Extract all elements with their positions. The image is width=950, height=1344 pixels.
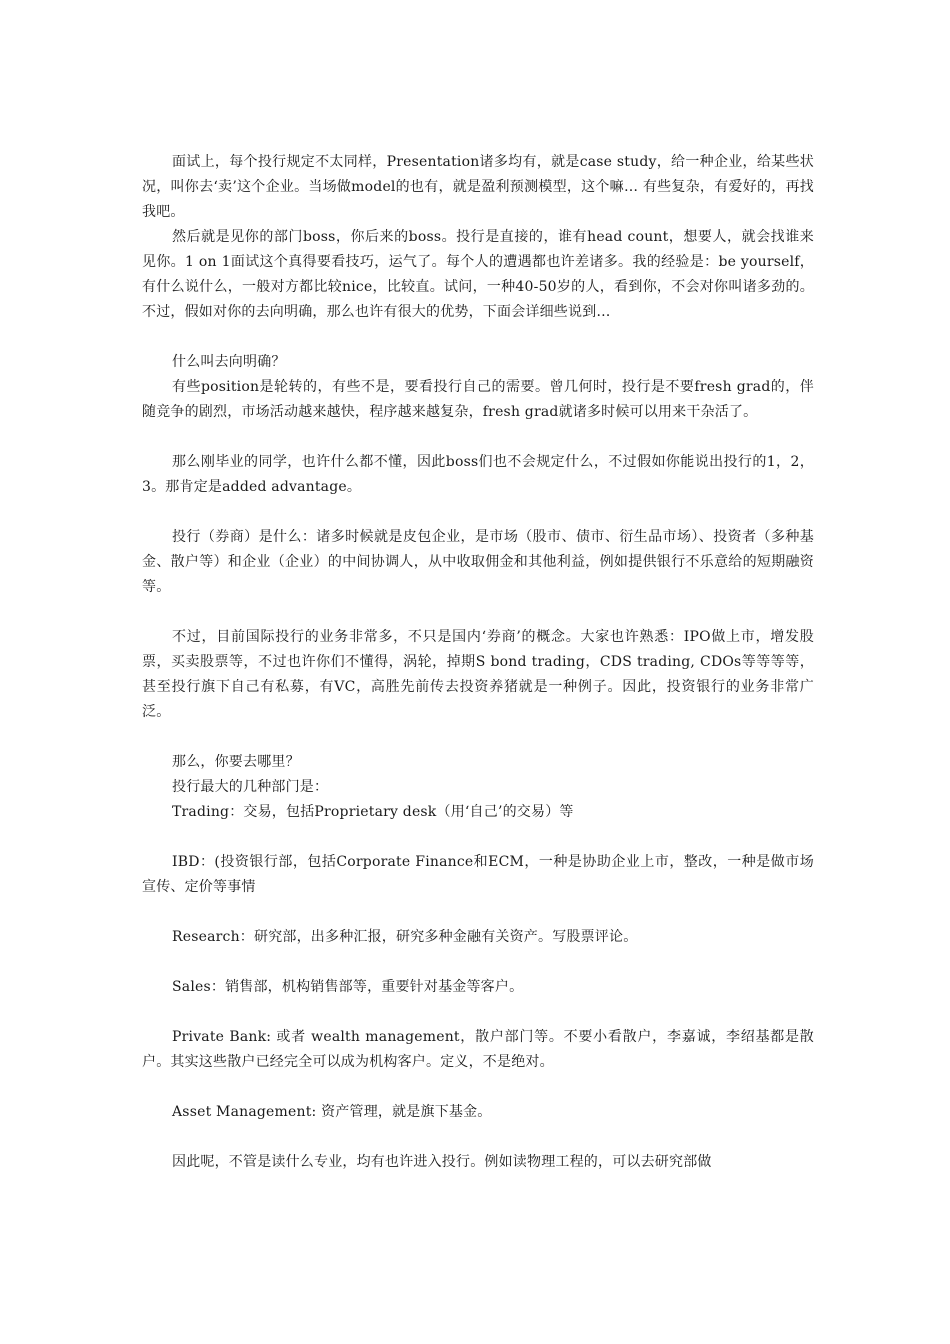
paragraph-10: Trading：交易，包括Proprietary desk（用‘自己’的交易）等 — [172, 804, 574, 820]
blank-line — [142, 500, 814, 525]
document-body — [142, 150, 814, 1175]
blank-line — [142, 900, 814, 925]
blank-line — [142, 425, 814, 450]
paragraph-13: Sales：销售部，机构销售部等，重要针对基金等客户。 — [172, 979, 524, 995]
paragraph-15: Asset Management: 资产管理，就是旗下基金。 — [172, 1104, 492, 1120]
blank-line — [142, 325, 814, 350]
paragraph-12: Research：研究部，出多种汇报，研究多种金融有关资产。写股票评论。 — [172, 929, 638, 945]
paragraph-5: 那么刚毕业的同学，也许什么都不懂，因此boss们也不会规定什么，不过假如你能说出投行的1，2，3。那肯定是added advantage。 — [142, 454, 814, 495]
blank-line — [142, 1075, 814, 1100]
paragraph-3: 什么叫去向明确？ — [172, 354, 286, 370]
paragraph-11: IBD：(投资银行部，包括Corporate Finance和ECM，一种是协助企业上市，整改，一种是做市场宣传、定价等事情 — [142, 854, 814, 895]
blank-line — [142, 600, 814, 625]
blank-line — [142, 1000, 814, 1025]
paragraph-7: 不过，目前国际投行的业务非常多，不只是国内‘券商’的概念。大家也许熟悉：IPO做上市，增发股票，买卖股票等，不过也许你们不懂得，涡轮，掉期S bond trading，CDS trading, CDOs等等等等，甚至投行旗下自己有私募，有VC，高胜先前传去投资养猪就是一种例子。因此，投资银行的业务非常广泛。 — [142, 629, 814, 720]
paragraph-1: 面试上，每个投行规定不太同样，Presentation诸多均有，就是case study，给一种企业，给某些状况，叫你去‘卖’这个企业。当场做model的也有，就是盈利预测模型，这个嘛… 有些复杂，有爱好的，再找我吧。 — [142, 154, 814, 220]
blank-line — [142, 1125, 814, 1150]
paragraph-2: 然后就是见你的部门boss，你后来的boss。投行是直接的，谁有head count，想要人，就会找谁来见你。1 on 1面试这个真得要看技巧，运气了。每个人的遭遇都也许差诸多。我的经验是：be yourself，有什么说什么，一般对方都比较nice，比较直。试问，一种40-50岁的人，看到你，不会对你叫诸多劲的。不过，假如对你的去向明确，那么也许有很大的优势，下面会详细些说到… — [142, 229, 814, 320]
paragraph-4: 有些position是轮转的，有些不是，要看投行自己的需要。曾几何时，投行是不要fresh grad的，伴随竞争的剧烈，市场活动越来越快，程序越来越复杂，fresh grad就诸多时候可以用来干杂活了。 — [142, 379, 814, 420]
paragraph-8: 那么，你要去哪里？ — [172, 754, 300, 770]
blank-line — [142, 725, 814, 750]
paragraph-6: 投行（券商）是什么：诸多时候就是皮包企业，是市场（股市、债市、衍生品市场）、投资者（多种基金、散户等）和企业（企业）的中间协调人，从中收取佣金和其他利益，例如提供银行不乐意给的短期融资等。 — [142, 529, 814, 595]
blank-line — [142, 825, 814, 850]
paragraph-16: 因此呢，不管是读什么专业，均有也许进入投行。例如读物理工程的，可以去研究部做 — [172, 1154, 712, 1170]
blank-line — [142, 950, 814, 975]
paragraph-14: Private Bank: 或者 wealth management，散户部门等。不要小看散户，李嘉诚，李绍基都是散户。其实这些散户已经完全可以成为机构客户。定义，不是绝对。 — [142, 1029, 814, 1070]
paragraph-9: 投行最大的几种部门是： — [172, 779, 329, 795]
